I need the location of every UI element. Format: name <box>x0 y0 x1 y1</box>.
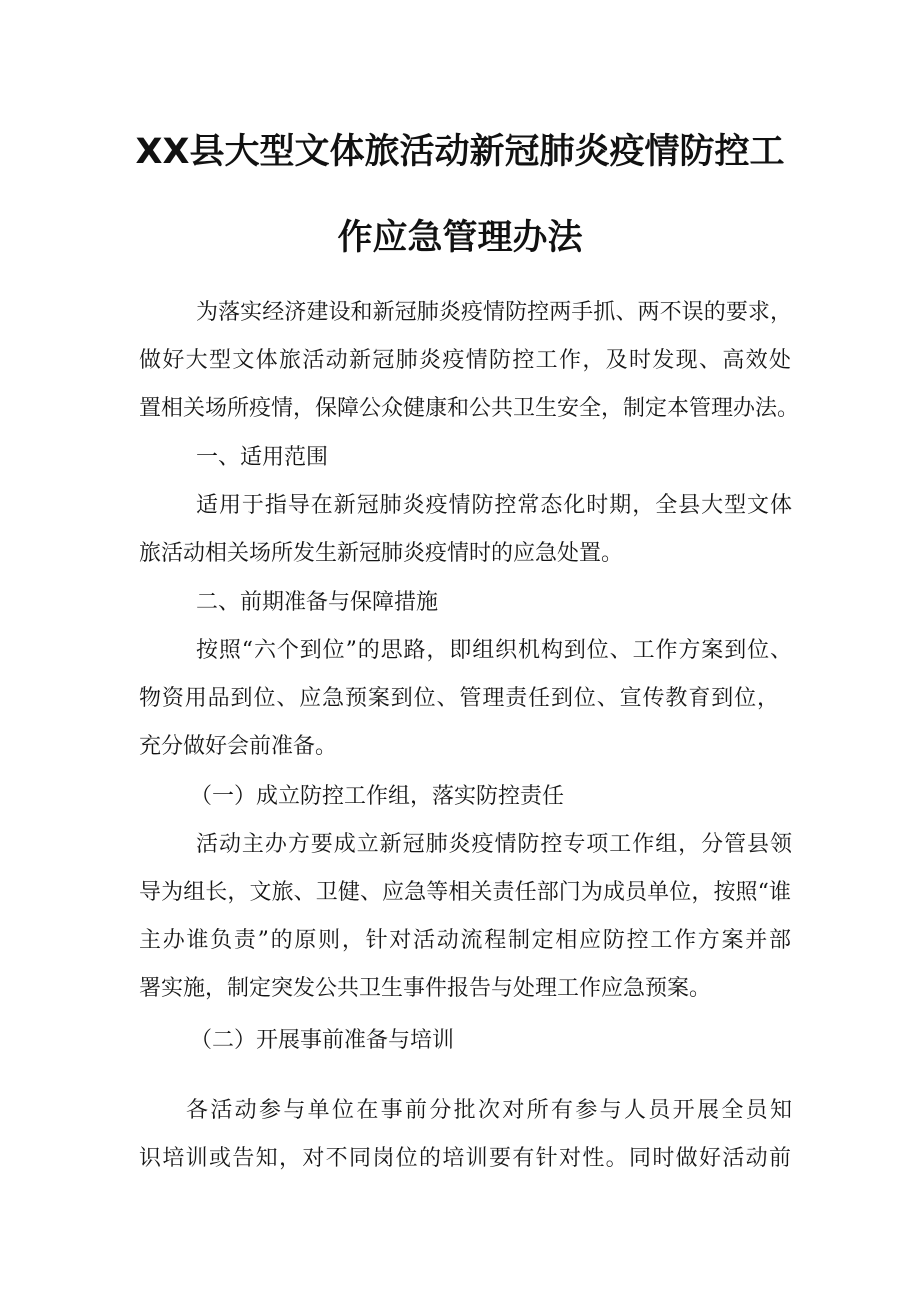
paragraph-intro-line-3: 置相关场所疫情，保障公众健康和公共卫生安全，制定本管理办法。 <box>139 396 800 421</box>
section-heading-preparation: 二、前期准备与保障措施 <box>196 590 439 615</box>
section-heading-scope: 一、适用范围 <box>196 445 329 470</box>
paragraph-scope-line-1: 适用于指导在新冠肺炎疫情防控常态化时期，全县大型文体 <box>196 493 792 518</box>
document-title-line-1: XX县大型文体旅活动新冠肺炎疫情防控工 <box>135 132 785 172</box>
paragraph-working-group-line-4: 署实施，制定突发公共卫生事件报告与处理工作应急预案。 <box>139 976 712 1001</box>
paragraph-working-group-line-2: 导为组长，文旅、卫健、应急等相关责任部门为成员单位，按照“谁 <box>139 880 791 905</box>
paragraph-intro-line-1: 为落实经济建设和新冠肺炎疫情防控两手抓、两不误的要求， <box>196 300 792 325</box>
subsection-heading-working-group: （一）成立防控工作组，落实防控责任 <box>190 784 565 809</box>
paragraph-scope-line-2: 旅活动相关场所发生新冠肺炎疫情时的应急处置。 <box>139 541 624 566</box>
paragraph-preparation-line-1: 按照“六个到位”的思路，即组织机构到位、工作方案到位、 <box>196 638 792 663</box>
paragraph-working-group-line-1: 活动主办方要成立新冠肺炎疫情防控专项工作组，分管县领 <box>196 832 792 857</box>
paragraph-training-line-1: 各活动参与单位在事前分批次对所有参与人员开展全员知 <box>186 1098 792 1123</box>
paragraph-intro-line-2: 做好大型文体旅活动新冠肺炎疫情防控工作，及时发现、高效处 <box>139 348 791 373</box>
paragraph-training-line-2: 识培训或告知，对不同岗位的培训要有针对性。同时做好活动前 <box>139 1146 791 1171</box>
document-title-line-2: 作应急管理办法 <box>337 218 583 258</box>
paragraph-preparation-line-2: 物资用品到位、应急预案到位、管理责任到位、宣传教育到位， <box>139 686 779 711</box>
paragraph-preparation-line-3: 充分做好会前准备。 <box>139 734 338 759</box>
paragraph-working-group-line-3: 主办谁负责”的原则，针对活动流程制定相应防控工作方案并部 <box>139 928 791 953</box>
subsection-heading-training: （二）开展事前准备与培训 <box>190 1028 455 1053</box>
